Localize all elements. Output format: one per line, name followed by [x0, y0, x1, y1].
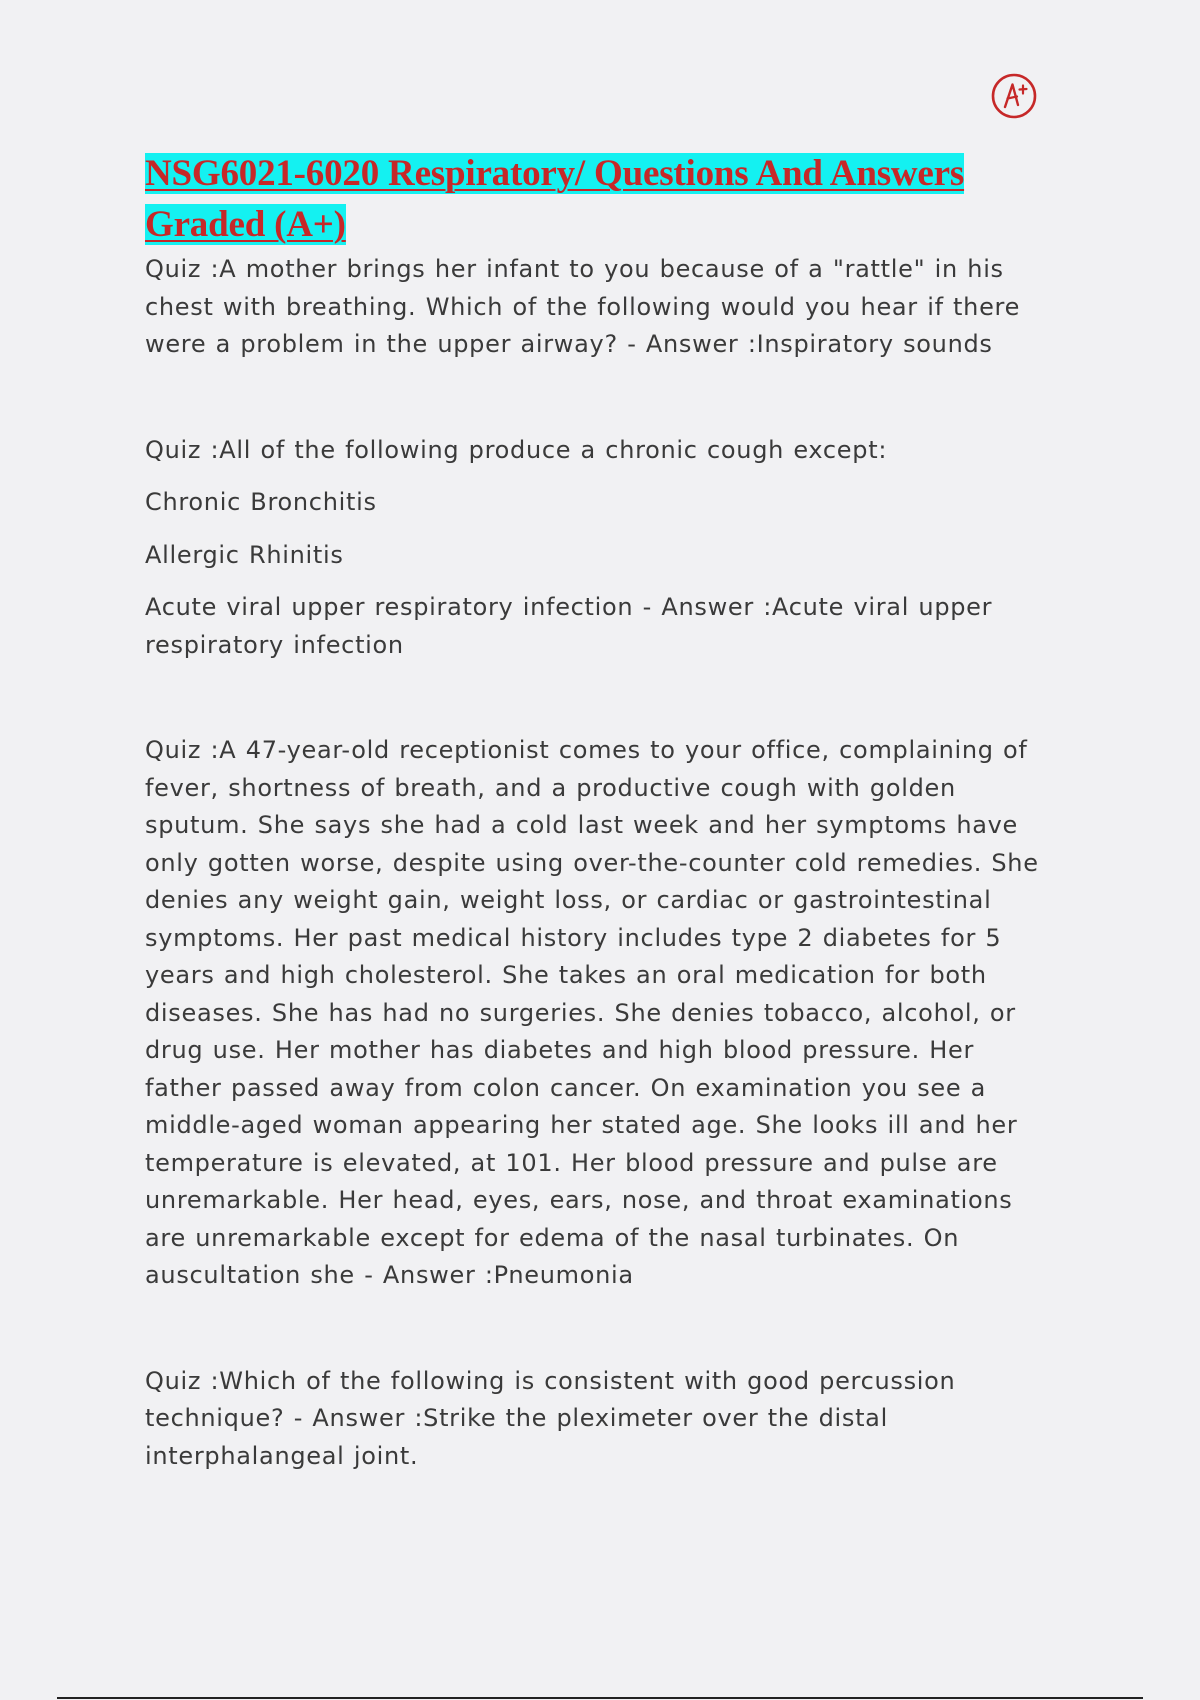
question-3: Quiz :A 47-year-old receptionist comes to your office, complaining of fever, shortness of breath, and a productive cough with golden sputum. She says she had a cold last week and her symptoms have only gotten worse, despite using over-the-counter cold remedies. She denies any weight gain, weight loss, or cardiac or gastrointestinal symptoms. Her past medical history includes type 2 diabetes for 5 years and high cholesterol. She takes an oral medication for both diseases. She has had no surgeries. She denies tobacco, alcohol, or drug use. Her mother has diabetes and high blood pressure. Her father passed away from colon cancer. On examination you see a middle-aged woman appearing her stated age. She looks ill and her temperature is elevated, at 101. Her blood pressure and pulse are unremarkable. Her head, eyes, ears, nose, and throat examinations are unremarkable except for edema of the nasal turbinates. On auscultation she - Answer :Pneumonia [145, 736, 1039, 1289]
question-2-prompt: Quiz :All of the following produce a chronic cough except: [145, 435, 888, 464]
document-title-text: NSG6021-6020 Respiratory/ Questions And Answers Graded (A+) [145, 153, 965, 245]
grade-a-plus-stamp-icon [990, 72, 1038, 120]
question-1: Quiz :A mother brings her infant to you because of a "rattle" in his chest with breathing. Which of the following would you hear if there were a problem in the upper airway? - Answer :Inspiratory sounds [145, 255, 1021, 358]
question-2-option-3: Acute viral upper respiratory infection - Answer :Acute viral upper respiratory infection [145, 593, 993, 659]
footer-divider [57, 1697, 1143, 1699]
document-title [145, 148, 1055, 250]
question-4: Quiz :Which of the following is consistent with good percussion technique? - Answer :Strike the pleximeter over the distal interphalangeal joint. [145, 1366, 956, 1470]
question-2-option-2: Allergic Rhinitis [145, 540, 344, 569]
question-2-option-1: Chronic Bronchitis [145, 488, 377, 516]
document-content [145, 148, 1055, 1475]
